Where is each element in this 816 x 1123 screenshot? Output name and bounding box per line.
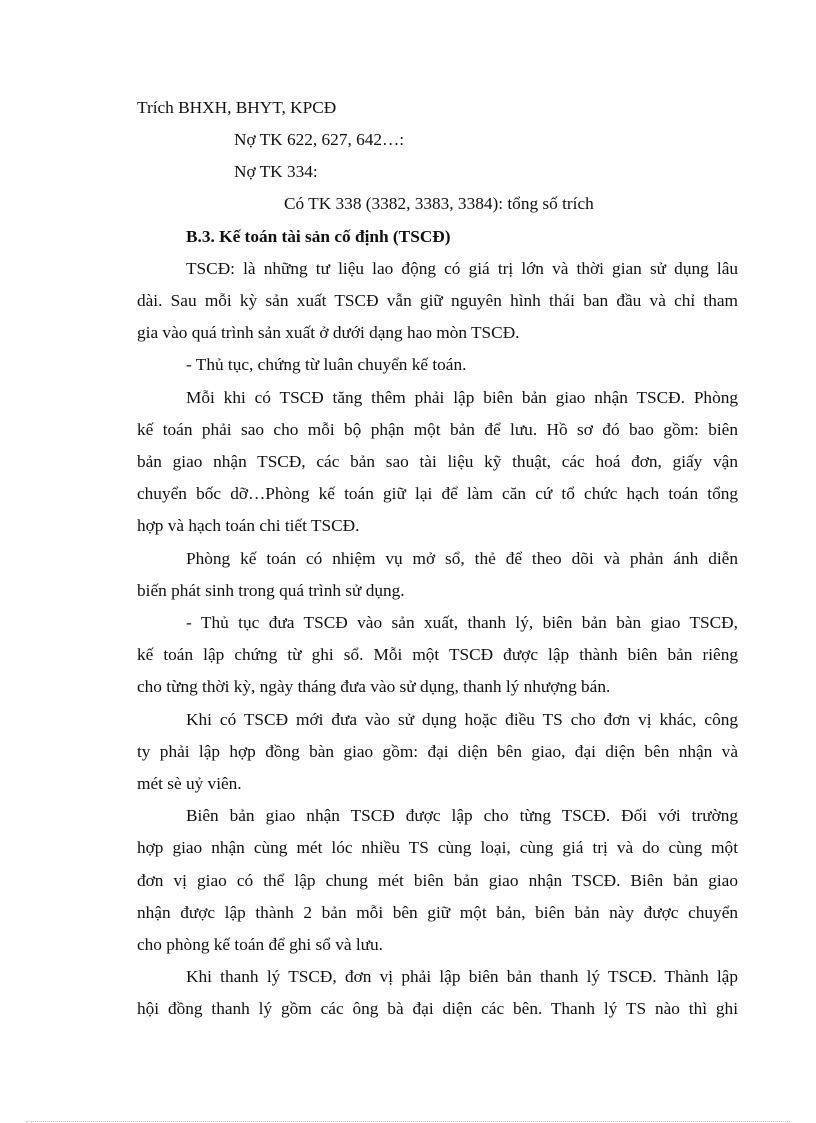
paragraph-line: cho phòng kế toán để ghi sổ và lưu.	[137, 935, 383, 954]
paragraph-line: - Thủ tục đưa TSCĐ vào sản xuất, thanh lý, biên bản bàn giao TSCĐ,	[186, 613, 738, 632]
paragraph-line: hội đồng thanh lý gồm các ông bà đại diện các bên. Thanh lý TS nào thì ghi	[137, 999, 738, 1018]
paragraph-line: đơn vị giao có thể lập chung mét biên bản giao nhận TSCĐ. Biên bản giao	[137, 871, 738, 890]
paragraph-line: chuyển bốc dỡ…Phòng kế toán giữ lại để làm căn cứ tổ chức hạch toán tổng	[137, 484, 738, 503]
paragraph-line: TSCĐ: là những tư liệu lao động có giá trị lớn và thời gian sử dụng lâu	[186, 259, 738, 278]
text-line-debit-334: Nợ TK 334:	[234, 162, 318, 181]
paragraph-line: mét sè uỷ viên.	[137, 774, 242, 793]
paragraph-line: kế toán lập chứng từ ghi sổ. Mỗi một TSCĐ được lập thành biên bản riêng	[137, 645, 738, 664]
paragraph-line: hợp giao nhận cùng mét lóc nhiều TS cùng loại, cùng giá trị và do cùng một	[137, 838, 738, 857]
text-line-debit-622: Nợ TK 622, 627, 642…:	[234, 130, 405, 149]
paragraph-line: cho từng thời kỳ, ngày tháng đưa vào sử dụng, thanh lý nhượng bán.	[137, 677, 611, 696]
paragraph-line: Phòng kế toán có nhiệm vụ mở sổ, thẻ để theo dõi và phản ánh diễn	[186, 549, 738, 568]
paragraph-line: - Thủ tục, chứng từ luân chuyển kế toán.	[186, 355, 467, 374]
text-line-accrual: Trích BHXH, BHYT, KPCĐ	[137, 98, 337, 117]
paragraph-line: Khi thanh lý TSCĐ, đơn vị phải lập biên bản thanh lý TSCĐ. Thành lập	[186, 967, 738, 986]
paragraph-line: Mỗi khi có TSCĐ tăng thêm phải lập biên bản giao nhận TSCĐ. Phòng	[186, 388, 738, 407]
paragraph-line: biến phát sinh trong quá trình sử dụng.	[137, 581, 405, 600]
paragraph-line: Khi có TSCĐ mới đưa vào sử dụng hoặc điều TS cho đơn vị khác, công	[186, 710, 738, 729]
paragraph-line: dài. Sau mỗi kỳ sản xuất TSCĐ vẫn giữ nguyên hình thái ban đầu và chỉ tham	[137, 291, 738, 310]
paragraph-line: bản giao nhận TSCĐ, các bản sao tài liệu kỹ thuật, các hoá đơn, giấy vận	[137, 452, 738, 471]
text-line-credit-338: Có TK 338 (3382, 3383, 3384): tổng số trích	[284, 194, 594, 213]
paragraph-line: Biên bản giao nhận TSCĐ được lập cho từng TSCĐ. Đối với trường	[186, 806, 738, 825]
paragraph-line: ty phải lập hợp đồng bàn giao gồm: đại diện bên giao, đại diện bên nhận và	[137, 742, 738, 761]
paragraph-line: kế toán phải sao cho mỗi bộ phận một bản để lưu. Hồ sơ đó bao gồm: biên	[137, 420, 738, 439]
section-heading: B.3. Kế toán tài sản cố định (TSCĐ)	[186, 227, 451, 246]
paragraph-line: hợp và hạch toán chi tiết TSCĐ.	[137, 516, 360, 535]
paragraph-line: nhận được lập thành 2 bản mỗi bên giữ một bản, biên bản này được chuyển	[137, 903, 738, 922]
page-bottom-rule	[26, 1121, 790, 1122]
paragraph-line: gia vào quá trình sản xuất ở dưới dạng hao mòn TSCĐ.	[137, 323, 520, 342]
